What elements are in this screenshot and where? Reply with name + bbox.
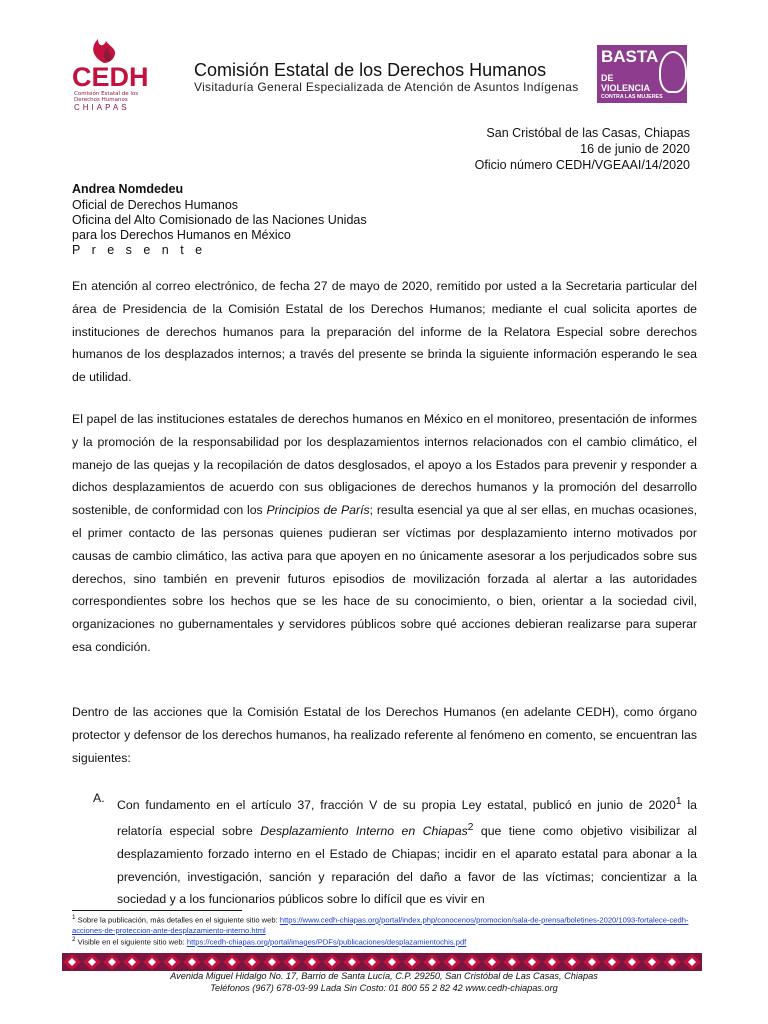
item-a-text-2: la relatoría especial sobre <box>117 798 697 838</box>
footer-contact: Teléfonos (967) 678-03-99 Lada Sin Costo: 01 800 55 2 82 42 www.cedh-chiapas.org <box>210 983 558 993</box>
item-a-text-3: que tiene como objetivo visibilizar al desplazamiento forzado interno en el Estado de Chiapas; incidir en el aparato estatal para abonar a la prevención, investigación, sanción y reparación del daño a favor de las víctimas; concientizar a la sociedad y a los funcionarios públicos sobre lo difícil que es vivir en <box>117 823 697 907</box>
footnote-2-number: 2 <box>72 936 76 943</box>
date: 16 de junio de 2020 <box>580 142 690 156</box>
logo-state: CHIAPAS <box>74 103 130 112</box>
reference-number: Oficio número CEDH/VGEAAI/14/2020 <box>474 158 690 172</box>
footnote-2 <box>72 935 702 948</box>
recipient-name: Andrea Nomdedeu <box>72 182 184 196</box>
list-marker-a: A. <box>93 791 105 805</box>
recipient-line4: P r e s e n t e <box>72 243 207 257</box>
footnote-1-text: Sobre la publicación, más detalles en el siguiente sitio web: <box>75 915 280 925</box>
footer-address: Avenida Miguel Hidalgo No. 17, Barrio de Santa Lucía, C.P. 29250, San Cristóbal de Las Casas, Chiapas <box>170 971 598 981</box>
org-subtitle: Visitaduría General Especializada de Atención de Asuntos Indígenas <box>194 80 579 94</box>
campaign-line1: BASTA <box>601 47 659 66</box>
recipient-line3: para los Derechos Humanos en México <box>72 228 291 242</box>
footnote-2-text: Visible en el siguiente sitio web: <box>75 937 187 947</box>
paragraph-2-text-b: ; resulta esencial ya que al ser ellas, en muchas ocasiones, el primer contacto de las personas quienes pudieran ser víctimas por desplazamiento interno motivados por causas de cambio climático, las activa para que apoyen en no únicamente asesorar a los perjudicados sobre sus derechos, sino también en prevenir futuros episodios de movilización forzada al alertar a las autoridades correspondientes sobre los hechos que se les hace de su conocimiento, o bien, orientar a la sociedad civil, organizaciones no gubernamentales y servidores públicos sobre qué acciones debieran realizarse para superar esa condición. <box>72 503 698 654</box>
logo-subtext: Comisión Estatal de los Derechos Humanos <box>74 91 139 103</box>
paragraph-3: Dentro de las acciones que la Comisión Estatal de los Derechos Humanos (en adelante CEDH), como órgano protector y defensor de los derechos humanos, ha realizado referente al fenómeno en comento, se encuentran las siguientes: <box>72 705 697 765</box>
footnote-1 <box>72 913 702 937</box>
footnote-divider <box>72 910 242 911</box>
recipient-line1: Oficial de Derechos Humanos <box>72 198 239 212</box>
footnote-ref-1: 1 <box>675 796 682 807</box>
item-a-text-1: Con fundamento en el artículo 37, fracción V de su propia Ley estatal, publicó en junio de 2020 <box>117 798 676 813</box>
paragraph-1: En atención al correo electrónico, de fecha 27 de mayo de 2020, remitido por usted a la Secretaria particular del área de Presidencia de la Comisión Estatal de los Derechos Humanos; mediante el cual solicita aportes de instituciones de derechos humanos para la preparación del informe de la Relatora Especial sobre derechos humanos de los desplazados internos; a través del presente se brinda la siguiente información esperando le sea de utilidad. <box>72 279 697 385</box>
recipient-line2: Oficina del Alto Comisionado de las Naciones Unidas <box>72 213 367 227</box>
logo-wordmark: CEDH <box>72 62 149 92</box>
hand-icon <box>659 51 687 93</box>
campaign-line4: CONTRA LAS MUJERES <box>601 94 663 100</box>
footnote-ref-2: 2 <box>467 821 474 833</box>
footnote-1-number: 1 <box>72 914 76 921</box>
cedh-logo <box>62 35 157 112</box>
paragraph-2 <box>72 408 697 659</box>
place: San Cristóbal de las Casas, Chiapas <box>486 126 690 140</box>
item-a-italic: Desplazamiento Interno en Chiapas <box>260 823 468 838</box>
campaign-line2: DE <box>601 73 614 83</box>
org-title: Comisión Estatal de los Derechos Humanos <box>194 60 547 80</box>
decorative-band <box>62 953 702 971</box>
footnote-1-link[interactable]: https://www.cedh-chiapas.org/portal/index.php/conocenos/promocion/sala-de-prensa/boletines-2020/1093-fortalece-cedh-acciones-de-proteccion-ante-desplazamiento-interno.html <box>72 915 689 936</box>
paragraph-2-italic: Principios de París <box>266 503 370 518</box>
campaign-logo <box>597 45 687 103</box>
paragraph-2-text-a: El papel de las instituciones estatales de derechos humanos en México en el monitoreo, presentación de informes y la promoción de la responsabilidad por los desplazamientos internos relacionados con el cambio climático, el manejo de las quejas y la recopilación de datos desglosados, el apoyo a los Estados para prevenir y responder a dichos desplazamientos de acuerdo con sus obligaciones de derechos humanos y la promoción del desarrollo sostenible, de conformidad con los <box>72 412 697 518</box>
campaign-line2-3 <box>601 73 650 93</box>
list-item-a <box>117 791 697 911</box>
flame-icon <box>84 35 124 65</box>
footnote-2-link[interactable]: https://cedh-chiapas.org/portal/images/PDFs/publicaciones/desplazamientochis.pdf <box>186 937 467 947</box>
campaign-line3: VIOLENCIA <box>601 83 651 93</box>
